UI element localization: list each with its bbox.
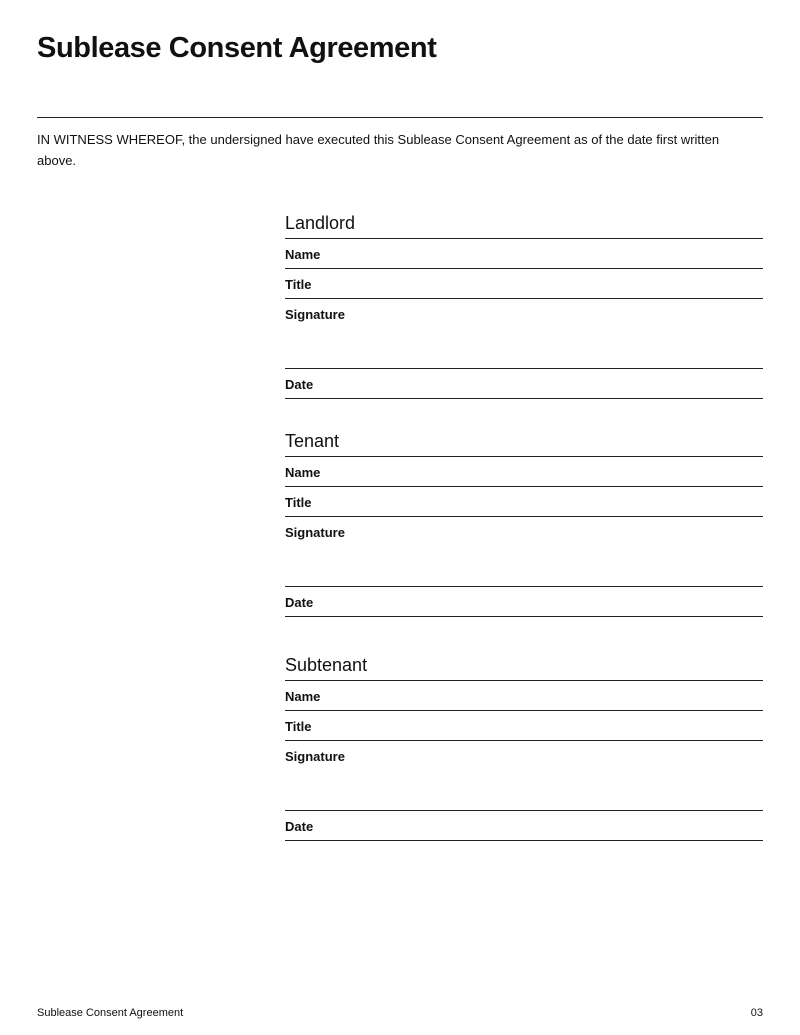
- signature-field[interactable]: Signature: [285, 299, 763, 369]
- signature-field[interactable]: Signature: [285, 741, 763, 811]
- signature-block-subtenant: [285, 650, 763, 841]
- date-field[interactable]: Date: [285, 811, 763, 841]
- title-divider: [37, 117, 763, 118]
- date-field[interactable]: Date: [285, 369, 763, 399]
- party-heading: Subtenant: [285, 650, 763, 681]
- signature-block-tenant: [285, 426, 763, 617]
- signature-block-landlord: [285, 208, 763, 399]
- footer-doc-name: Sublease Consent Agreement: [37, 1007, 184, 1019]
- witness-clause: IN WITNESS WHEREOF, the undersigned have executed this Sublease Consent Agreement as of the date first written above.: [37, 132, 720, 168]
- party-heading: Tenant: [285, 426, 763, 457]
- date-field[interactable]: Date: [285, 587, 763, 617]
- name-field[interactable]: Name: [285, 457, 763, 487]
- signature-field[interactable]: Signature: [285, 517, 763, 587]
- title-field[interactable]: Title: [285, 487, 763, 517]
- title-field[interactable]: Title: [285, 269, 763, 299]
- name-field[interactable]: Name: [285, 681, 763, 711]
- footer-page-number: 03: [750, 1007, 763, 1019]
- title-field[interactable]: Title: [285, 711, 763, 741]
- party-heading: Landlord: [285, 208, 763, 239]
- page-title: Sublease Consent Agreement: [37, 32, 437, 64]
- name-field[interactable]: Name: [285, 239, 763, 269]
